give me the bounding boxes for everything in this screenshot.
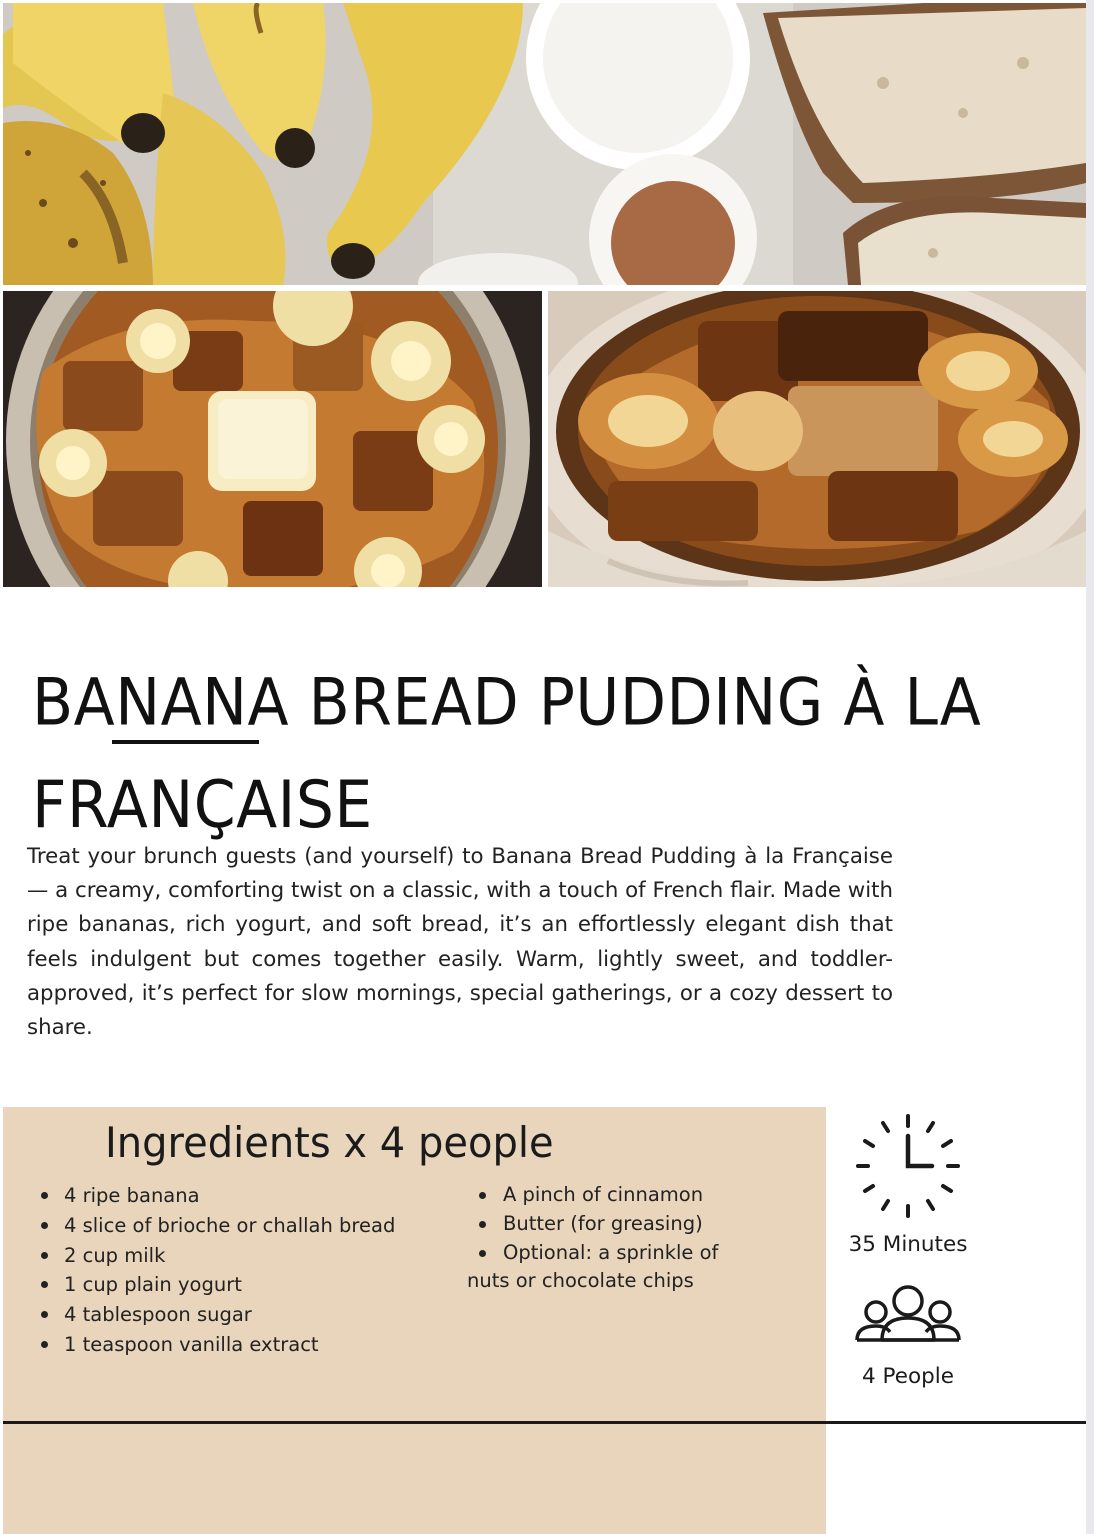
ingredient-item: 1 teaspoon vanilla extract bbox=[64, 1330, 395, 1360]
ingredient-item: 4 tablespoon sugar bbox=[64, 1300, 395, 1330]
prep-time-label: 35 Minutes bbox=[848, 1232, 968, 1257]
ingredient-item: Butter (for greasing) bbox=[467, 1210, 767, 1239]
servings-label: 4 People bbox=[862, 1364, 954, 1389]
recipe-intro: Treat your brunch guests (and yourself) to Banana Bread Pudding à la Française — a creamy, comforting twist on a classic, with a touch of French flair. Made with ripe bananas, rich yogurt, and soft bread, it’s an effortlessly elegant dish that feels indulgent but comes together easily. Warm, lightly sweet, and toddler-approved, it’s perfect for slow mornings, special gatherings, or a cozy dessert to share. bbox=[27, 844, 893, 1041]
ingredient-item: 4 ripe banana bbox=[64, 1181, 395, 1211]
ingredients-list-secondary bbox=[467, 1181, 767, 1296]
pudding-photo-butter bbox=[3, 291, 542, 587]
footer-divider bbox=[3, 1421, 1086, 1424]
ingredient-item: 4 slice of brioche or challah bread bbox=[64, 1211, 395, 1241]
ingredient-item: Optional: a sprinkle of nuts or chocolate chips bbox=[467, 1239, 767, 1297]
ingredient-item: A pinch of cinnamon bbox=[467, 1181, 767, 1210]
recipe-title: BANANA BREAD PUDDING À LA FRANÇAISE bbox=[32, 664, 982, 844]
ingredients-heading: Ingredients x 4 people bbox=[105, 1119, 554, 1168]
people-icon bbox=[852, 1284, 964, 1344]
ingredients-photo bbox=[3, 3, 1086, 285]
ingredients-list-primary bbox=[64, 1181, 395, 1360]
ingredient-item: 1 cup plain yogurt bbox=[64, 1270, 395, 1300]
clock-icon bbox=[852, 1110, 964, 1222]
pudding-photo-caramel bbox=[548, 291, 1086, 587]
ingredient-item: 2 cup milk bbox=[64, 1241, 395, 1271]
